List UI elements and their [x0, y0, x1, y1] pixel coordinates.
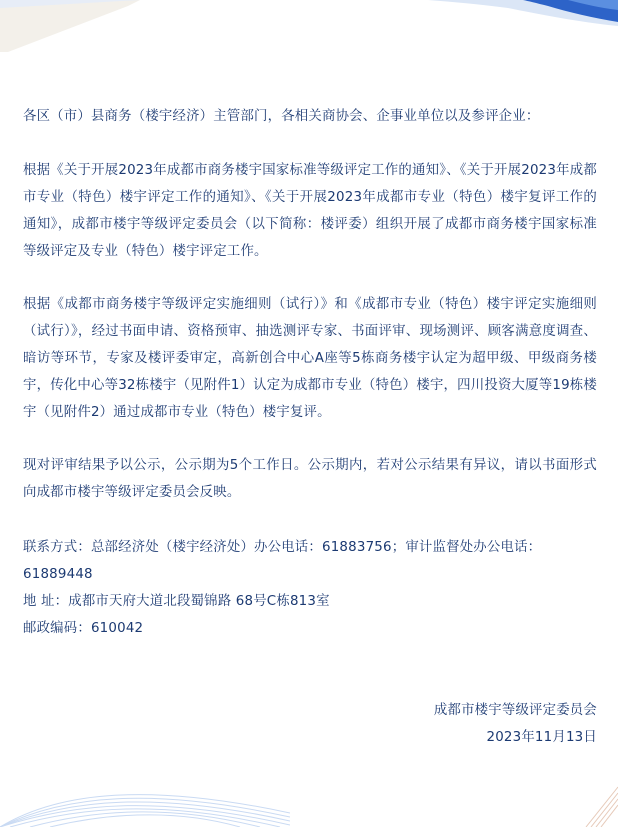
contact-postcode-line: 邮政编码：610042: [23, 621, 144, 636]
paragraph-publicity: 现对评审结果予以公示，公示期为5个工作日。公示期内，若对公示结果有异议，请以书面形式向成都市楼宇等级评定委员会反映。: [23, 458, 597, 500]
signature-organization: 成都市楼宇等级评定委员会: [433, 703, 597, 718]
paragraph-background: 根据《关于开展2023年成都市商务楼宇国家标准等级评定工作的通知》、《关于开展2023年成都市专业（特色）楼宇评定工作的通知》、《关于开展2023年成都市专业（特色）楼宇复评工作的通知》，成都市楼宇等级评定委员会（以下简称：楼评委）组织开展了成都市商务楼宇国家标准等级评定及专业（特色）楼宇评定工作。: [23, 163, 597, 259]
corner-decoration-top-right: [428, 0, 618, 30]
corner-decoration-bottom-right: [578, 785, 618, 827]
contact-info: [23, 534, 597, 642]
corner-decoration-bottom-left: [0, 777, 290, 827]
corner-decoration-top-left: [0, 0, 140, 52]
contact-address-line: 地 址：成都市天府大道北段蜀锦路 68号C栋813室: [23, 594, 330, 609]
signature-date: 2023年11月13日: [486, 730, 597, 745]
salutation: 各区（市）县商务（楼宇经济）主管部门，各相关商协会、企事业单位以及参评企业：: [23, 109, 540, 124]
signature-block: [434, 697, 597, 751]
contact-phone-line: 联系方式：总部经济处（楼宇经济处）办公电话：61883756；审计监督处办公电话：61889448: [23, 540, 542, 582]
paragraph-results: 根据《成都市商务楼宇等级评定实施细则（试行）》和《成都市专业（特色）楼宇评定实施细则（试行）》，经过书面申请、资格预审、抽选测评专家、书面评审、现场测评、顾客满意度调查、暗访等环节，专家及楼评委审定，高新创合中心A座等5栋商务楼宇认定为超甲级、甲级商务楼宇，传化中心等32栋楼宇（见附件1）认定为成都市专业（特色）楼宇，四川投资大厦等19栋楼宇（见附件2）通过成都市专业（特色）楼宇复评。: [23, 297, 597, 420]
